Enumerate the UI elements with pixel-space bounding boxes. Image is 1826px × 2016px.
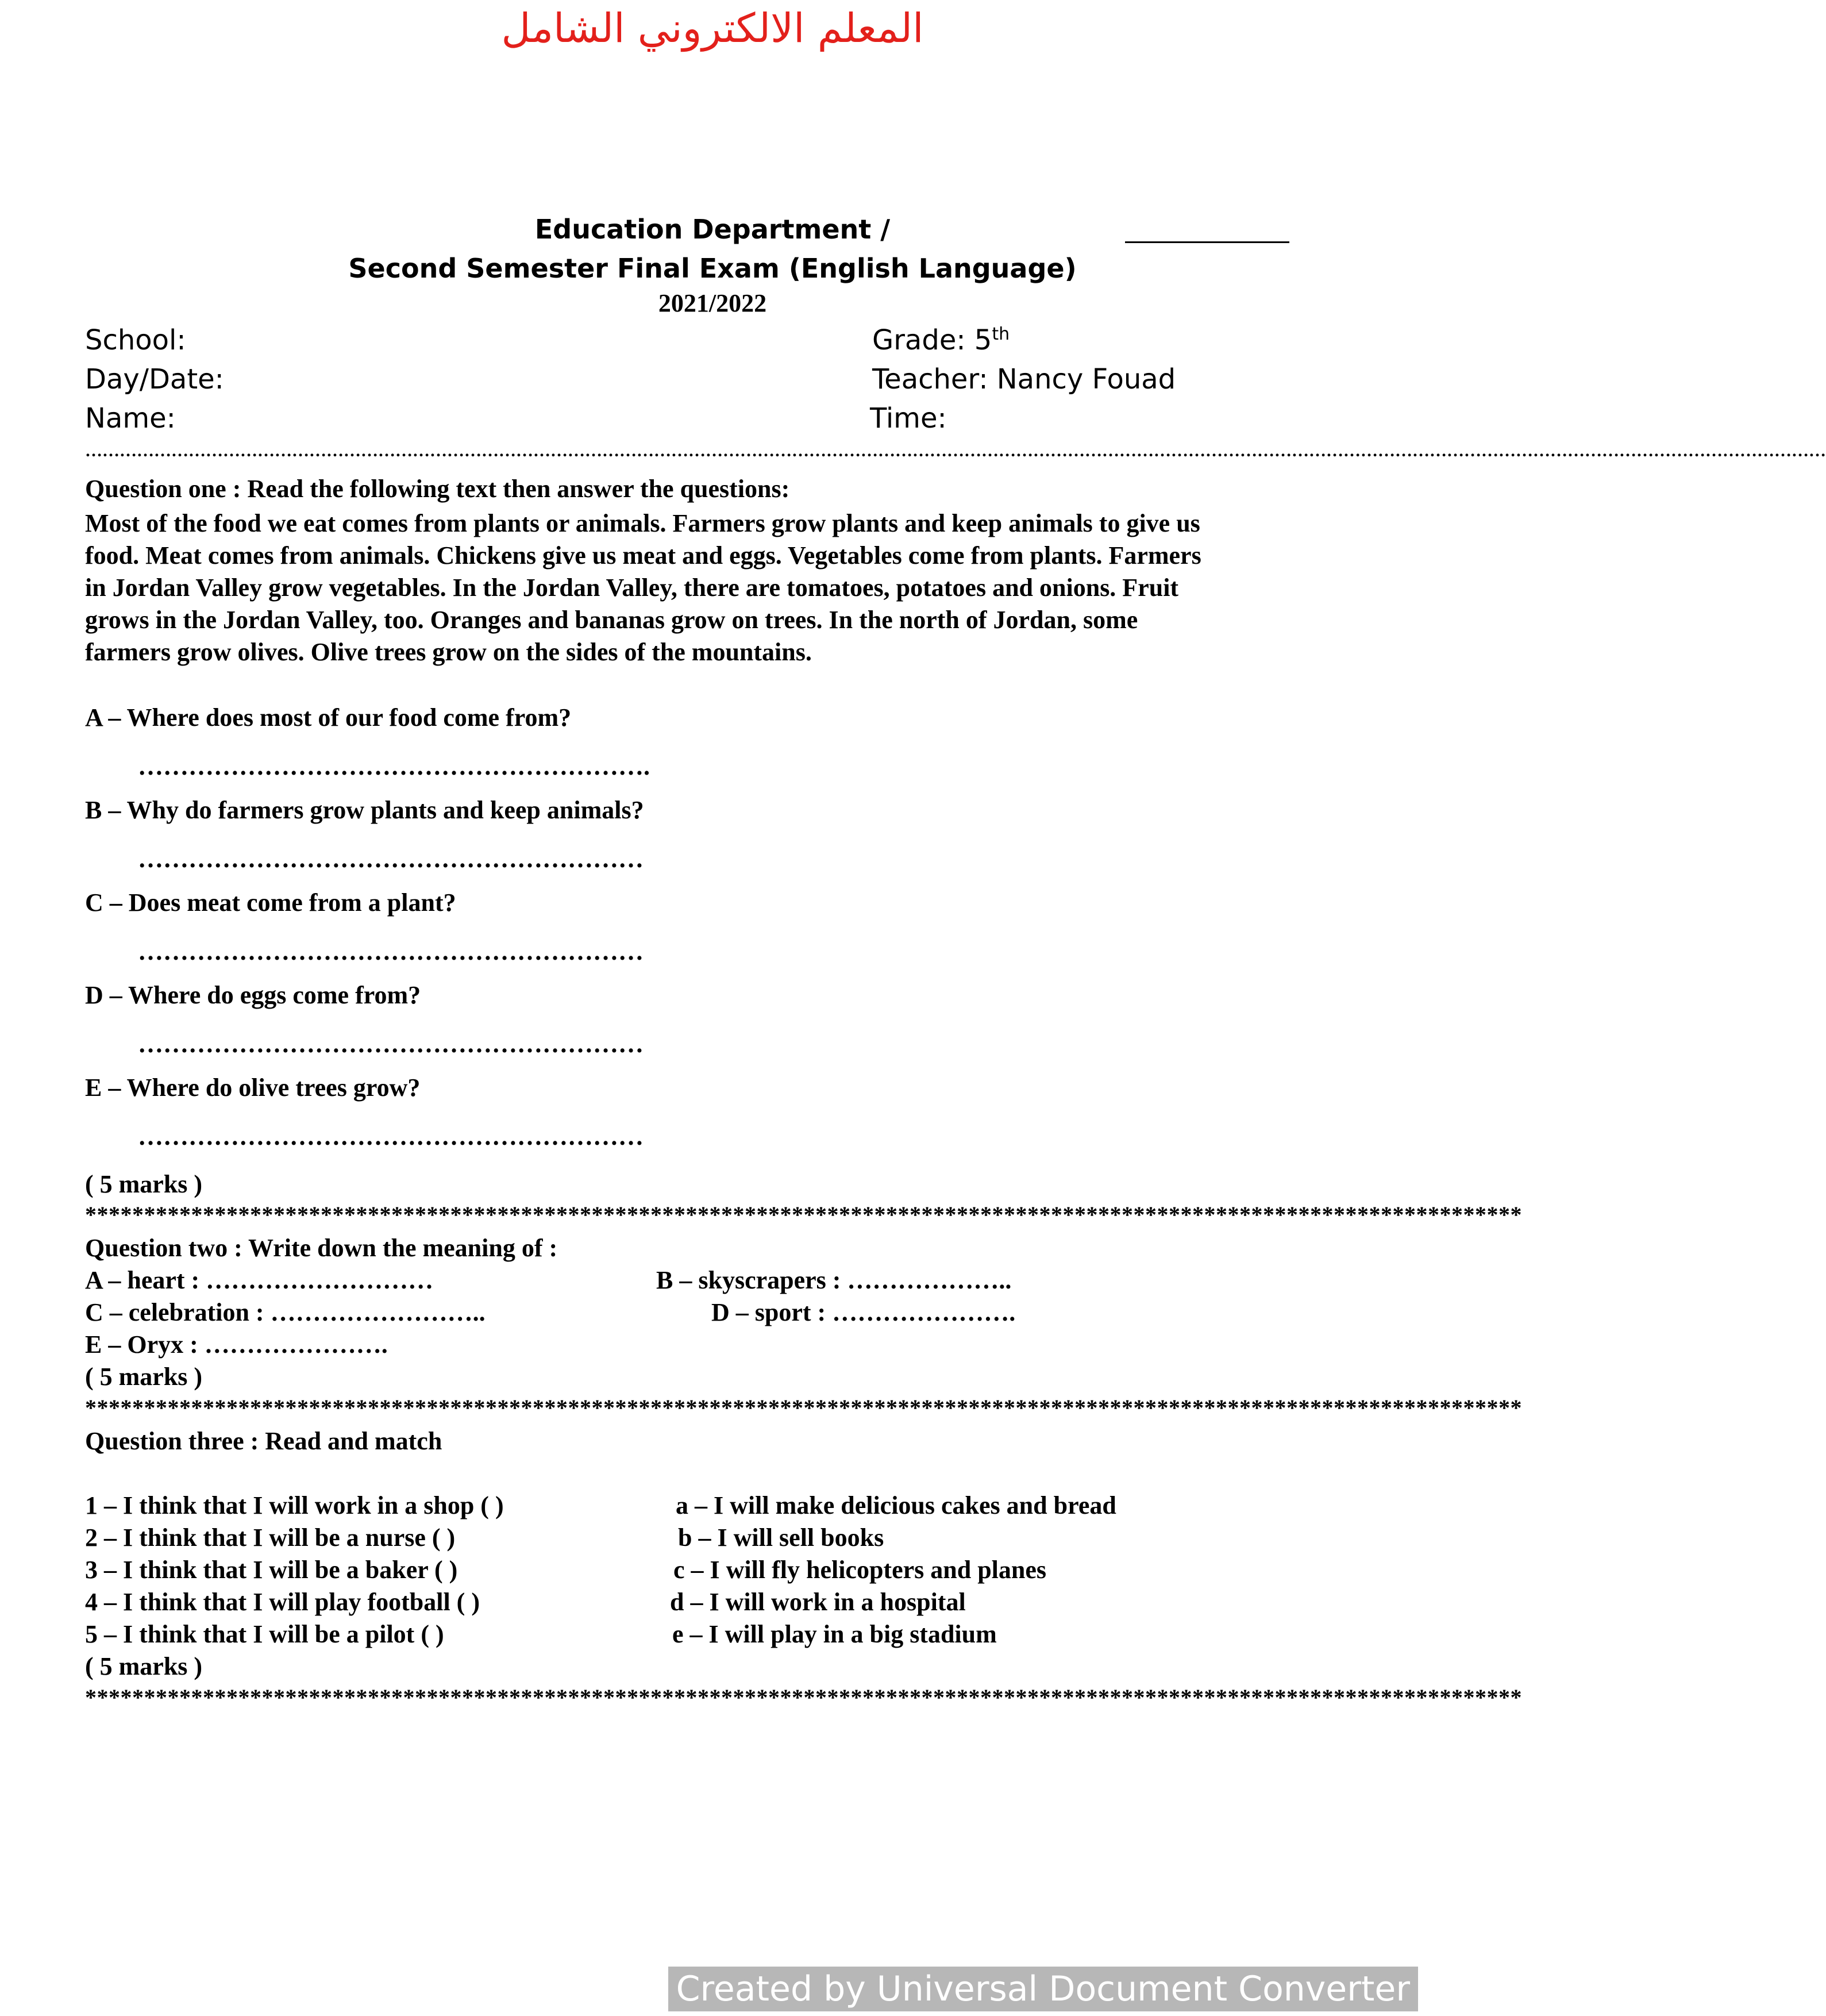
name-label: Name: xyxy=(85,402,176,434)
school-label: School: xyxy=(85,324,186,356)
separator-dots: …………………………………………………………………………………………………………………………………………………………………………………………………………………………………………………………………………… xyxy=(85,441,1826,460)
grade-suffix: th xyxy=(992,324,1010,344)
q2-marks: ( 5 marks ) xyxy=(85,1363,203,1391)
q3-right-b: b – I will sell books xyxy=(678,1523,884,1552)
grade-label xyxy=(872,324,1010,356)
q1-title: Question one : Read the following text then answer the questions: xyxy=(85,475,790,503)
day-date-label: Day/Date: xyxy=(85,363,224,395)
time-label: Time: xyxy=(870,402,947,434)
arabic-site-title: المعلم الالكتروني الشامل xyxy=(501,5,924,52)
passage-line: in Jordan Valley grow vegetables. In the Jordan Valley, there are tomatoes, potatoes and onions. Fruit xyxy=(85,574,1179,602)
separator-stars: ************************************************************************************************************************** xyxy=(85,1684,1522,1710)
q3-marks: ( 5 marks ) xyxy=(85,1652,203,1680)
exam-year: 2021/2022 xyxy=(658,289,767,317)
q1-answer-line-a: ……………………………………………………. xyxy=(138,752,650,780)
q3-left-5: 5 – I think that I will be a pilot ( ) xyxy=(85,1620,444,1648)
grade-value: Grade: 5 xyxy=(872,324,992,356)
q3-right-e: e – I will play in a big stadium xyxy=(672,1620,997,1648)
q3-left-4: 4 – I think that I will play football ( ) xyxy=(85,1588,480,1616)
q1-passage xyxy=(85,507,1338,668)
passage-line: food. Meat comes from animals. Chickens give us meat and eggs. Vegetables come from plants. Farmers xyxy=(85,541,1201,570)
q3-left-3: 3 – I think that I will be a baker ( ) xyxy=(85,1556,458,1584)
passage-line: Most of the food we eat comes from plants or animals. Farmers grow plants and keep animals to give us xyxy=(85,509,1200,537)
q1-answer-line-b: …………………………………………………… xyxy=(138,845,644,873)
q1-question-a: A – Where does most of our food come from? xyxy=(85,703,572,732)
separator-stars: ************************************************************************************************************************** xyxy=(85,1395,1522,1421)
q3-right-c: c – I will fly helicopters and planes xyxy=(673,1556,1047,1584)
q2-item-b: B – skyscrapers : ……………….. xyxy=(656,1266,1012,1294)
q1-question-c: C – Does meat come from a plant? xyxy=(85,888,456,917)
q1-answer-line-c: …………………………………………………… xyxy=(138,937,644,965)
teacher-label: Teacher: Nancy Fouad xyxy=(872,363,1176,395)
passage-line: grows in the Jordan Valley, too. Oranges and bananas grow on trees. In the north of Jordan, some xyxy=(85,606,1138,634)
q3-right-a: a – I will make delicious cakes and bread xyxy=(676,1491,1116,1519)
q1-question-e: E – Where do olive trees grow? xyxy=(85,1074,421,1102)
q2-item-e: E – Oryx : …………………. xyxy=(85,1330,388,1359)
q1-answer-line-d: …………………………………………………… xyxy=(138,1030,644,1058)
department-title: Education Department / xyxy=(534,214,891,245)
q1-question-d: D – Where do eggs come from? xyxy=(85,981,421,1009)
q3-right-d: d – I will work in a hospital xyxy=(670,1588,966,1616)
passage-line: farmers grow olives. Olive trees grow on the sides of the mountains. xyxy=(85,638,812,666)
q2-item-c: C – celebration : …………………….. xyxy=(85,1298,486,1326)
exam-title: Second Semester Final Exam (English Language) xyxy=(348,253,1077,284)
underline-blank xyxy=(1125,241,1289,243)
q2-item-d: D – sport : …………………. xyxy=(711,1298,1016,1326)
q2-title: Question two : Write down the meaning of : xyxy=(85,1234,558,1262)
q3-title: Question three : Read and match xyxy=(85,1427,442,1455)
q1-question-b: B – Why do farmers grow plants and keep animals? xyxy=(85,796,644,824)
separator-stars: ************************************************************************************************************************** xyxy=(85,1202,1522,1228)
q2-item-a: A – heart : ……………………… xyxy=(85,1266,434,1294)
q3-left-1: 1 – I think that I will work in a shop ( ) xyxy=(85,1491,504,1519)
converter-watermark: Created by Universal Document Converter xyxy=(668,1967,1418,2011)
q1-answer-line-e: …………………………………………………… xyxy=(138,1122,644,1151)
q3-left-2: 2 – I think that I will be a nurse ( ) xyxy=(85,1523,456,1552)
q1-marks: ( 5 marks ) xyxy=(85,1170,203,1198)
